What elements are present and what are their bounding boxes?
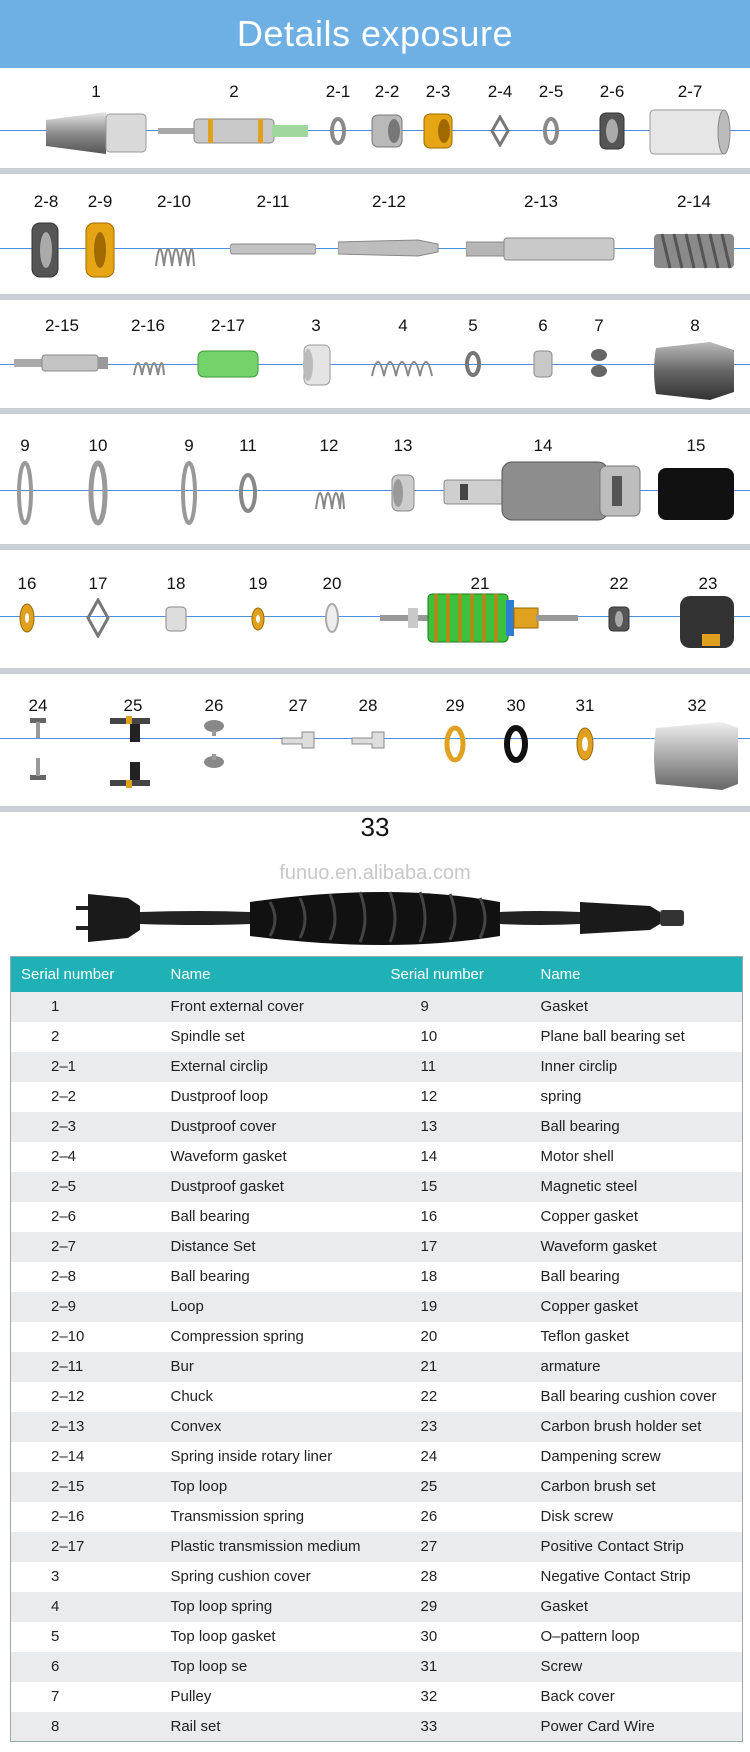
part-2-13: 2-13 xyxy=(466,174,616,294)
serial-number-cell: 32 xyxy=(381,1682,531,1712)
part-32: 32 xyxy=(652,674,742,806)
part-name-cell: Distance Set xyxy=(161,1232,381,1262)
spring-icon xyxy=(312,473,346,513)
table-body xyxy=(11,992,743,1742)
gasket-icon xyxy=(10,460,40,526)
ball-bearing-icon xyxy=(162,604,190,634)
header-serial-number: Serial number xyxy=(381,957,531,992)
bearing-cushion-cover-icon xyxy=(606,604,632,634)
header-name: Name xyxy=(161,957,381,992)
table-row xyxy=(11,1322,743,1352)
gasket-icon xyxy=(174,460,204,526)
serial-number-cell: 1 xyxy=(11,992,161,1022)
part-name-cell: Copper gasket xyxy=(531,1202,743,1232)
plane-bearing-icon xyxy=(82,460,114,526)
part-name-cell: spring xyxy=(531,1082,743,1112)
cord-number: 33 xyxy=(360,812,390,842)
part-name-cell: Waveform gasket xyxy=(161,1142,381,1172)
table-row xyxy=(11,1082,743,1112)
part-3: 3 xyxy=(298,300,334,410)
table-row xyxy=(11,1172,743,1202)
part-name-cell: Spindle set xyxy=(161,1022,381,1052)
part-name-cell: Carbon brush set xyxy=(531,1472,743,1502)
parts-strip-2 xyxy=(0,174,750,300)
serial-number-cell: 20 xyxy=(381,1322,531,1352)
ball-bearing-icon xyxy=(388,472,418,514)
serial-number-cell: 2–17 xyxy=(11,1532,161,1562)
serial-number-cell: 2–7 xyxy=(11,1232,161,1262)
part-name-cell: Ball bearing xyxy=(531,1112,743,1142)
table-row xyxy=(11,1262,743,1292)
parts-strip-6 xyxy=(0,674,750,812)
serial-number-cell: 3 xyxy=(11,1562,161,1592)
dustproof-gasket-icon xyxy=(536,115,566,147)
chuck-icon xyxy=(338,238,440,258)
part-12: 12 xyxy=(312,414,346,544)
loop-icon xyxy=(80,220,120,280)
header-serial-number: Serial number xyxy=(11,957,161,992)
watermark: funuo.en.alibaba.com xyxy=(279,862,471,884)
transmission-spring-icon xyxy=(128,349,168,379)
parts-table xyxy=(10,956,743,1742)
part-name-cell: Top loop se xyxy=(161,1652,381,1682)
table-row xyxy=(11,1712,743,1742)
part-name-cell: Ball bearing xyxy=(531,1262,743,1292)
part-name-cell: Loop xyxy=(161,1292,381,1322)
serial-number-cell: 16 xyxy=(381,1202,531,1232)
power-cord-section xyxy=(0,812,750,952)
ball-bearing-icon xyxy=(26,220,66,280)
part-7: 7 xyxy=(586,300,612,410)
parts-strip-1 xyxy=(0,68,750,174)
part-name-cell: Top loop gasket xyxy=(161,1622,381,1652)
serial-number-cell: 24 xyxy=(381,1442,531,1472)
serial-number-cell: 2–4 xyxy=(11,1142,161,1172)
table-row xyxy=(11,1472,743,1502)
table-row xyxy=(11,1052,743,1082)
part-17: 17 xyxy=(84,550,112,668)
dustproof-cover-icon xyxy=(420,110,456,152)
power-cord-icon xyxy=(0,872,750,952)
top-loop-set-icon xyxy=(530,348,556,380)
plastic-medium-icon xyxy=(196,348,260,380)
part-name-cell: Pulley xyxy=(161,1682,381,1712)
bur-icon xyxy=(230,242,316,256)
part-name-cell: Ball bearing xyxy=(161,1202,381,1232)
part-6: 6 xyxy=(530,300,556,410)
serial-number-cell: 18 xyxy=(381,1262,531,1292)
part-2-6 xyxy=(0,68,36,168)
spindle-icon xyxy=(158,114,310,148)
part-2-16: 2-16 xyxy=(128,300,168,410)
part-16: 16 xyxy=(12,550,42,668)
serial-number-cell: 19 xyxy=(381,1292,531,1322)
part-name-cell: Ball bearing xyxy=(161,1262,381,1292)
serial-number-cell: 4 xyxy=(11,1592,161,1622)
part-2-2: 2-2 xyxy=(368,68,406,168)
serial-number-cell: 2 xyxy=(11,1022,161,1052)
copper-gasket-icon xyxy=(244,604,272,634)
part-11: 11 xyxy=(234,414,262,544)
serial-number-cell: 12 xyxy=(381,1082,531,1112)
part-2-10: 2-10 xyxy=(152,174,196,294)
dustproof-loop-icon xyxy=(368,111,406,151)
table-row xyxy=(11,1022,743,1052)
part-9-b: 9 xyxy=(174,414,204,544)
serial-number-cell: 33 xyxy=(381,1712,531,1742)
back-cover-icon xyxy=(652,718,742,794)
serial-number-cell: 21 xyxy=(381,1352,531,1382)
part-20: 20 xyxy=(318,550,346,668)
top-loop-spring-icon xyxy=(368,346,438,380)
part-2-8: 2-8 xyxy=(26,174,66,294)
part-13: 13 xyxy=(388,414,418,544)
serial-number-cell: 2–1 xyxy=(11,1052,161,1082)
serial-number-cell: 2–10 xyxy=(11,1322,161,1352)
parts-strip-5 xyxy=(0,550,750,674)
part-name-cell: Gasket xyxy=(531,1592,743,1622)
serial-number-cell: 9 xyxy=(381,992,531,1022)
part-2-1: 2-1 xyxy=(322,68,354,168)
serial-number-cell: 2–8 xyxy=(11,1262,161,1292)
distance-set-icon xyxy=(648,106,732,158)
part-9: 9 xyxy=(10,414,40,544)
serial-number-cell: 2–9 xyxy=(11,1292,161,1322)
serial-number-cell: 2–16 xyxy=(11,1502,161,1532)
o-ring-icon xyxy=(500,724,532,764)
table-row xyxy=(11,1352,743,1382)
table-row xyxy=(11,1202,743,1232)
part-name-cell: Teflon gasket xyxy=(531,1322,743,1352)
part-name-cell: Waveform gasket xyxy=(531,1232,743,1262)
serial-number-cell: 14 xyxy=(381,1142,531,1172)
magnetic-steel-icon xyxy=(656,466,736,522)
serial-number-cell: 25 xyxy=(381,1472,531,1502)
positive-strip-icon xyxy=(280,730,316,752)
part-name-cell: Screw xyxy=(531,1652,743,1682)
armature-icon xyxy=(380,590,580,646)
part-2-5: 2-5 xyxy=(536,68,566,168)
disk-screw-icon xyxy=(198,718,230,774)
part-name-cell: Dustproof gasket xyxy=(161,1172,381,1202)
table-row xyxy=(11,1532,743,1562)
part-26: 26 xyxy=(198,674,230,806)
part-24: 24 xyxy=(20,674,56,806)
rotary-liner-icon xyxy=(652,228,736,274)
copper-gasket-icon xyxy=(12,600,42,636)
spring-cushion-cover-icon xyxy=(298,342,334,388)
serial-number-cell: 8 xyxy=(11,1712,161,1742)
serial-number-cell: 13 xyxy=(381,1112,531,1142)
part-18: 18 xyxy=(162,550,190,668)
serial-number-cell: 7 xyxy=(11,1682,161,1712)
waveform-gasket-icon xyxy=(84,598,112,638)
serial-number-cell: 2–2 xyxy=(11,1082,161,1112)
part-name-cell: Top loop xyxy=(161,1472,381,1502)
serial-number-cell: 23 xyxy=(381,1412,531,1442)
table-row xyxy=(11,1382,743,1412)
part-name-cell: Front external cover xyxy=(161,992,381,1022)
part-2-6-b: 2-6 xyxy=(594,68,630,168)
serial-number-cell: 31 xyxy=(381,1652,531,1682)
part-name-cell: Dustproof cover xyxy=(161,1112,381,1142)
part-19: 19 xyxy=(244,550,272,668)
part-2-3: 2-3 xyxy=(420,68,456,168)
pulley-icon xyxy=(586,346,612,380)
serial-number-cell: 2–11 xyxy=(11,1352,161,1382)
serial-number-cell: 15 xyxy=(381,1172,531,1202)
part-27: 27 xyxy=(280,674,316,806)
part-name-cell: Ball bearing cushion cover xyxy=(531,1382,743,1412)
part-10: 10 xyxy=(82,414,114,544)
part-name-cell: Dampening screw xyxy=(531,1442,743,1472)
part-name-cell: External circlip xyxy=(161,1052,381,1082)
table-row xyxy=(11,1112,743,1142)
part-name-cell: Gasket xyxy=(531,992,743,1022)
part-name-cell: Rail set xyxy=(161,1712,381,1742)
part-21: 21 xyxy=(380,550,580,668)
serial-number-cell: 2–5 xyxy=(11,1172,161,1202)
table-row xyxy=(11,1592,743,1622)
part-2-14: 2-14 xyxy=(652,174,736,294)
part-15: 15 xyxy=(656,414,736,544)
serial-number-cell: 28 xyxy=(381,1562,531,1592)
ball-bearing-icon xyxy=(594,110,630,152)
part-name-cell: Disk screw xyxy=(531,1502,743,1532)
part-2-12: 2-12 xyxy=(338,174,440,294)
negative-strip-icon xyxy=(350,730,386,752)
table-row xyxy=(11,1562,743,1592)
table-row xyxy=(11,992,743,1022)
serial-number-cell: 6 xyxy=(11,1652,161,1682)
part-name-cell: Convex xyxy=(161,1412,381,1442)
table-row xyxy=(11,1622,743,1652)
circlip-icon xyxy=(322,116,354,146)
serial-number-cell: 5 xyxy=(11,1622,161,1652)
parts-strip-3 xyxy=(0,300,750,414)
axis-line xyxy=(0,616,750,617)
part-2: 2 xyxy=(158,68,310,168)
part-2-4: 2-4 xyxy=(484,68,516,168)
part-2-17: 2-17 xyxy=(196,300,260,410)
part-name-cell: Plastic transmission medium xyxy=(161,1532,381,1562)
top-loop-gasket-icon xyxy=(460,349,486,379)
inner-circlip-icon xyxy=(234,471,262,515)
part-29: 29 xyxy=(440,674,470,806)
part-8: 8 xyxy=(650,300,740,410)
page-title: Details exposure xyxy=(236,13,514,54)
table-row xyxy=(11,1412,743,1442)
part-name-cell: Copper gasket xyxy=(531,1292,743,1322)
table-row xyxy=(11,1502,743,1532)
serial-number-cell: 30 xyxy=(381,1622,531,1652)
table-row xyxy=(11,1442,743,1472)
serial-number-cell: 2–6 xyxy=(11,1202,161,1232)
serial-number-cell: 2–3 xyxy=(11,1112,161,1142)
table-row xyxy=(11,1142,743,1172)
part-name-cell: Plane ball bearing set xyxy=(531,1022,743,1052)
part-14: 14 xyxy=(440,414,646,544)
part-1: 1 xyxy=(44,68,148,168)
part-name-cell: Positive Contact Strip xyxy=(531,1532,743,1562)
table-header-row xyxy=(11,957,743,992)
serial-number-cell: 2–15 xyxy=(11,1472,161,1502)
part-28: 28 xyxy=(350,674,386,806)
header-name: Name xyxy=(531,957,743,992)
serial-number-cell: 2–13 xyxy=(11,1412,161,1442)
part-name-cell: Dustproof loop xyxy=(161,1082,381,1112)
part-name-cell: Negative Contact Strip xyxy=(531,1562,743,1592)
part-name-cell: Spring cushion cover xyxy=(161,1562,381,1592)
page-header xyxy=(0,0,750,68)
part-name-cell: Carbon brush holder set xyxy=(531,1412,743,1442)
part-name-cell: Power Card Wire xyxy=(531,1712,743,1742)
part-name-cell: Transmission spring xyxy=(161,1502,381,1532)
part-name-cell: Back cover xyxy=(531,1682,743,1712)
part-31: 31 xyxy=(570,674,600,806)
serial-number-cell: 29 xyxy=(381,1592,531,1622)
top-loop-icon xyxy=(14,352,110,374)
table-row xyxy=(11,1652,743,1682)
serial-number-cell: 27 xyxy=(381,1532,531,1562)
table-row xyxy=(11,1682,743,1712)
rail-set-icon xyxy=(650,338,740,404)
serial-number-cell: 11 xyxy=(381,1052,531,1082)
serial-number-cell: 22 xyxy=(381,1382,531,1412)
waveform-gasket-icon xyxy=(484,115,516,147)
part-2-9: 2-9 xyxy=(80,174,120,294)
part-2-11: 2-11 xyxy=(230,174,316,294)
part-5: 5 xyxy=(460,300,486,410)
part-30: 30 xyxy=(500,674,532,806)
part-22: 22 xyxy=(606,550,632,668)
part-23: 23 xyxy=(676,550,740,668)
brush-holder-icon xyxy=(676,590,740,654)
part-name-cell: Chuck xyxy=(161,1382,381,1412)
part-name-cell: Compression spring xyxy=(161,1322,381,1352)
screw-icon xyxy=(570,724,600,764)
front-cover-icon xyxy=(44,108,148,158)
serial-number-cell: 10 xyxy=(381,1022,531,1052)
carbon-brush-icon xyxy=(108,714,158,790)
serial-number-cell: 2–12 xyxy=(11,1382,161,1412)
part-name-cell: O–pattern loop xyxy=(531,1622,743,1652)
table-row xyxy=(11,1292,743,1322)
table-row xyxy=(11,1232,743,1262)
serial-number-cell: 2–14 xyxy=(11,1442,161,1472)
dampening-screw-icon xyxy=(20,716,56,782)
part-25: 25 xyxy=(108,674,158,806)
part-2-15: 2-15 xyxy=(14,300,110,410)
convex-icon xyxy=(466,234,616,264)
part-name-cell: Magnetic steel xyxy=(531,1172,743,1202)
serial-number-cell: 17 xyxy=(381,1232,531,1262)
part-name-cell: Bur xyxy=(161,1352,381,1382)
part-name-cell: Top loop spring xyxy=(161,1592,381,1622)
serial-number-cell: 26 xyxy=(381,1502,531,1532)
gasket-icon xyxy=(440,724,470,764)
compression-spring-icon xyxy=(152,230,196,270)
parts-strip-4 xyxy=(0,414,750,550)
part-name-cell: Motor shell xyxy=(531,1142,743,1172)
part-4: 4 xyxy=(368,300,438,410)
part-name-cell: Inner circlip xyxy=(531,1052,743,1082)
part-name-cell: Spring inside rotary liner xyxy=(161,1442,381,1472)
motor-shell-icon xyxy=(440,458,646,524)
part-name-cell: armature xyxy=(531,1352,743,1382)
teflon-gasket-icon xyxy=(318,600,346,636)
part-2-7: 2-7 xyxy=(648,68,732,168)
